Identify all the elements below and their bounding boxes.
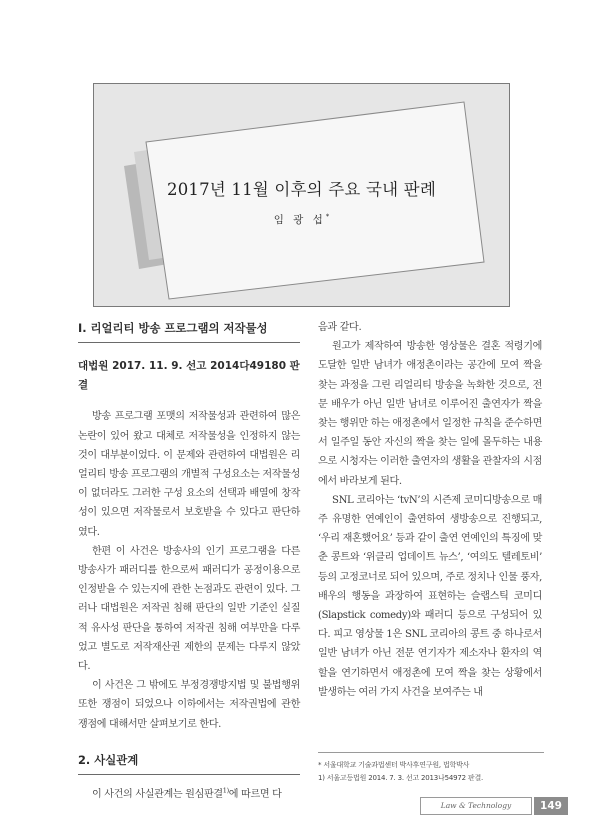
footnotes <box>318 752 544 784</box>
facts-text: 이 사건의 사실관계는 원심판결 <box>92 788 223 800</box>
paragraph: 이 사건은 그 밖에도 부정경쟁방지법 및 불법행위 또한 쟁점이 되었으나 이하에서는 저작권법에 관한 쟁점에 대해서만 살펴보기로 한다. <box>78 680 300 730</box>
paragraph: 원고가 제작하여 방송한 영상물은 결혼 적령기에 도달한 일반 남녀가 애정촌이라는 공간에 모여 짝을 찾는 과정을 그린 리얼리티 방송을 녹화한 것으로, 전문 배우가 아닌 일반 남녀로 이루어진 출연자가 짝을 찾는 행위만 하는 애정촌에서 일정한 규칙을 준수하면서 일주일 동안 자신의 짝을 찾는 일에 몰두하는 내용으로 시청자는 이러한 출연자의 생활을 관찰자의 시점에서 바라보게 된다. <box>318 341 542 487</box>
right-column <box>318 318 542 702</box>
paragraph-facts <box>78 785 300 804</box>
paragraph: 한편 이 사건은 방송사의 인기 프로그램을 다른 방송사가 패러디를 한으로써 패러디가 공정이용으로 인정받을 수 있는지에 관한 논점과도 관련이 있다. 그러나 대법원은 저작권 침해 판단의 일반 기준인 실질적 유사성 판단을 통하여 저작권 침해 여부만을 다루었고 별도로 저작재산권 제한의 문제는 다루지 않았다. <box>78 545 300 673</box>
section-heading-1: I. 리얼리티 방송 프로그램의 저작물성 <box>78 318 300 343</box>
left-column <box>78 318 300 804</box>
article-title: 2017년 11월 이후의 주요 국내 판례 <box>167 180 436 199</box>
case-citation: 대법원 2017. 11. 9. 선고 2014다49180 판결 <box>78 360 300 392</box>
article-author <box>94 212 509 227</box>
author-name: 임 광 섭 <box>273 214 326 226</box>
page-number: 149 <box>534 797 568 815</box>
title-banner <box>93 83 510 307</box>
author-footnote-mark: * <box>325 212 330 221</box>
facts-text-after: 에 따르면 다 <box>228 788 282 800</box>
journal-name: Law & Technology <box>420 797 532 815</box>
footnote-ref: 1) <box>222 786 229 795</box>
paragraph: 음과 같다. <box>318 322 362 333</box>
section-heading-2: 2. 사실관계 <box>78 750 300 775</box>
paragraph: SNL 코리아는 ‘tvN’의 시즌제 코미디방송으로 매주 유명한 연예인이 출연하여 생방송으로 진행되고, ‘우리 재혼했어요’ 등과 같이 출연 연예인의 특징에 맞춘 콩트와 ‘위클리 업데이트 뉴스’, ‘여의도 텔레토비’ 등의 고정코너로 되어 있으며, 주로 정치나 인물 풍자, 배우의 행동을 과장하여 표현하는 슬랩스틱 코미디(Slapstick comedy)와 패러디 등으로 구성되어 있다. 피고 영상물 1은 SNL 코리아의 콩트 중 하나로서 일반 남녀가 아닌 전문 연기자가 제소자나 환자의 역할을 연기하면서 애정촌에 모여 짝을 찾는 상황에서 발생하는 여러 가지 사건을 보여주는 내 <box>318 494 542 698</box>
footnote-1: 1) 서울고등법원 2014. 7. 3. 선고 2013나54972 판결. <box>318 773 484 782</box>
paragraph: 방송 프로그램 포맷의 저작물성과 관련하여 많은 논란이 있어 왔고 대체로 저작물성을 인정하지 않는 것이 대부분이었다. 이 문제와 관련하여 대법원은 리얼리티 방송 프로그램의 개별적 구성요소는 저작물성이 없더라도 그러한 구성 요소의 선택과 배열에 창작성이 있으면 저작물로서 보호받을 수 있다고 판단하였다. <box>78 411 300 538</box>
footnote-author: * 서울대학교 기술과법센터 박사후연구원, 법학박사 <box>318 761 470 769</box>
